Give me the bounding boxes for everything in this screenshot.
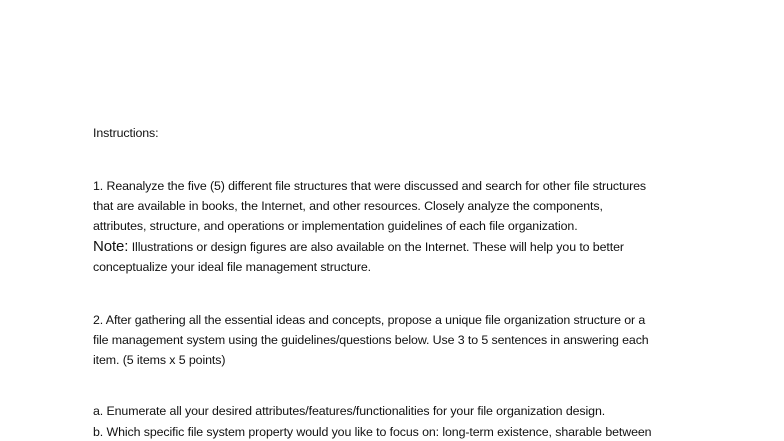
note-line2: conceptualize your ideal file management structure. [93, 260, 371, 274]
note-paragraph [93, 239, 624, 255]
item2-line3: item. (5 items x 5 points) [93, 353, 226, 367]
item2-line1: 2. After gathering all the essential ideas and concepts, propose a unique file organization structure or a [93, 313, 646, 327]
item1-line2: that are available in books, the Internet, and other resources. Closely analyze the components, [93, 199, 603, 213]
note-text: Illustrations or design figures are also available on the Internet. These will help you to better [128, 240, 624, 254]
item1-line3: attributes, structure, and operations or implementation guidelines of each file organization. [93, 219, 578, 233]
instructions-heading: Instructions: [93, 126, 159, 140]
item1-line1: 1. Reanalyze the five (5) different file structures that were discussed and search for other file structures [93, 179, 647, 193]
note-label: Note: [93, 238, 129, 255]
item2-line2: file management system using the guidelines/questions below. Use 3 to 5 sentences in answering each [93, 333, 649, 347]
question-b: b. Which specific file system property would you like to focus on: long-term existence, sharable between [93, 425, 652, 439]
question-a: a. Enumerate all your desired attributes/features/functionalities for your file organization design. [93, 404, 606, 418]
